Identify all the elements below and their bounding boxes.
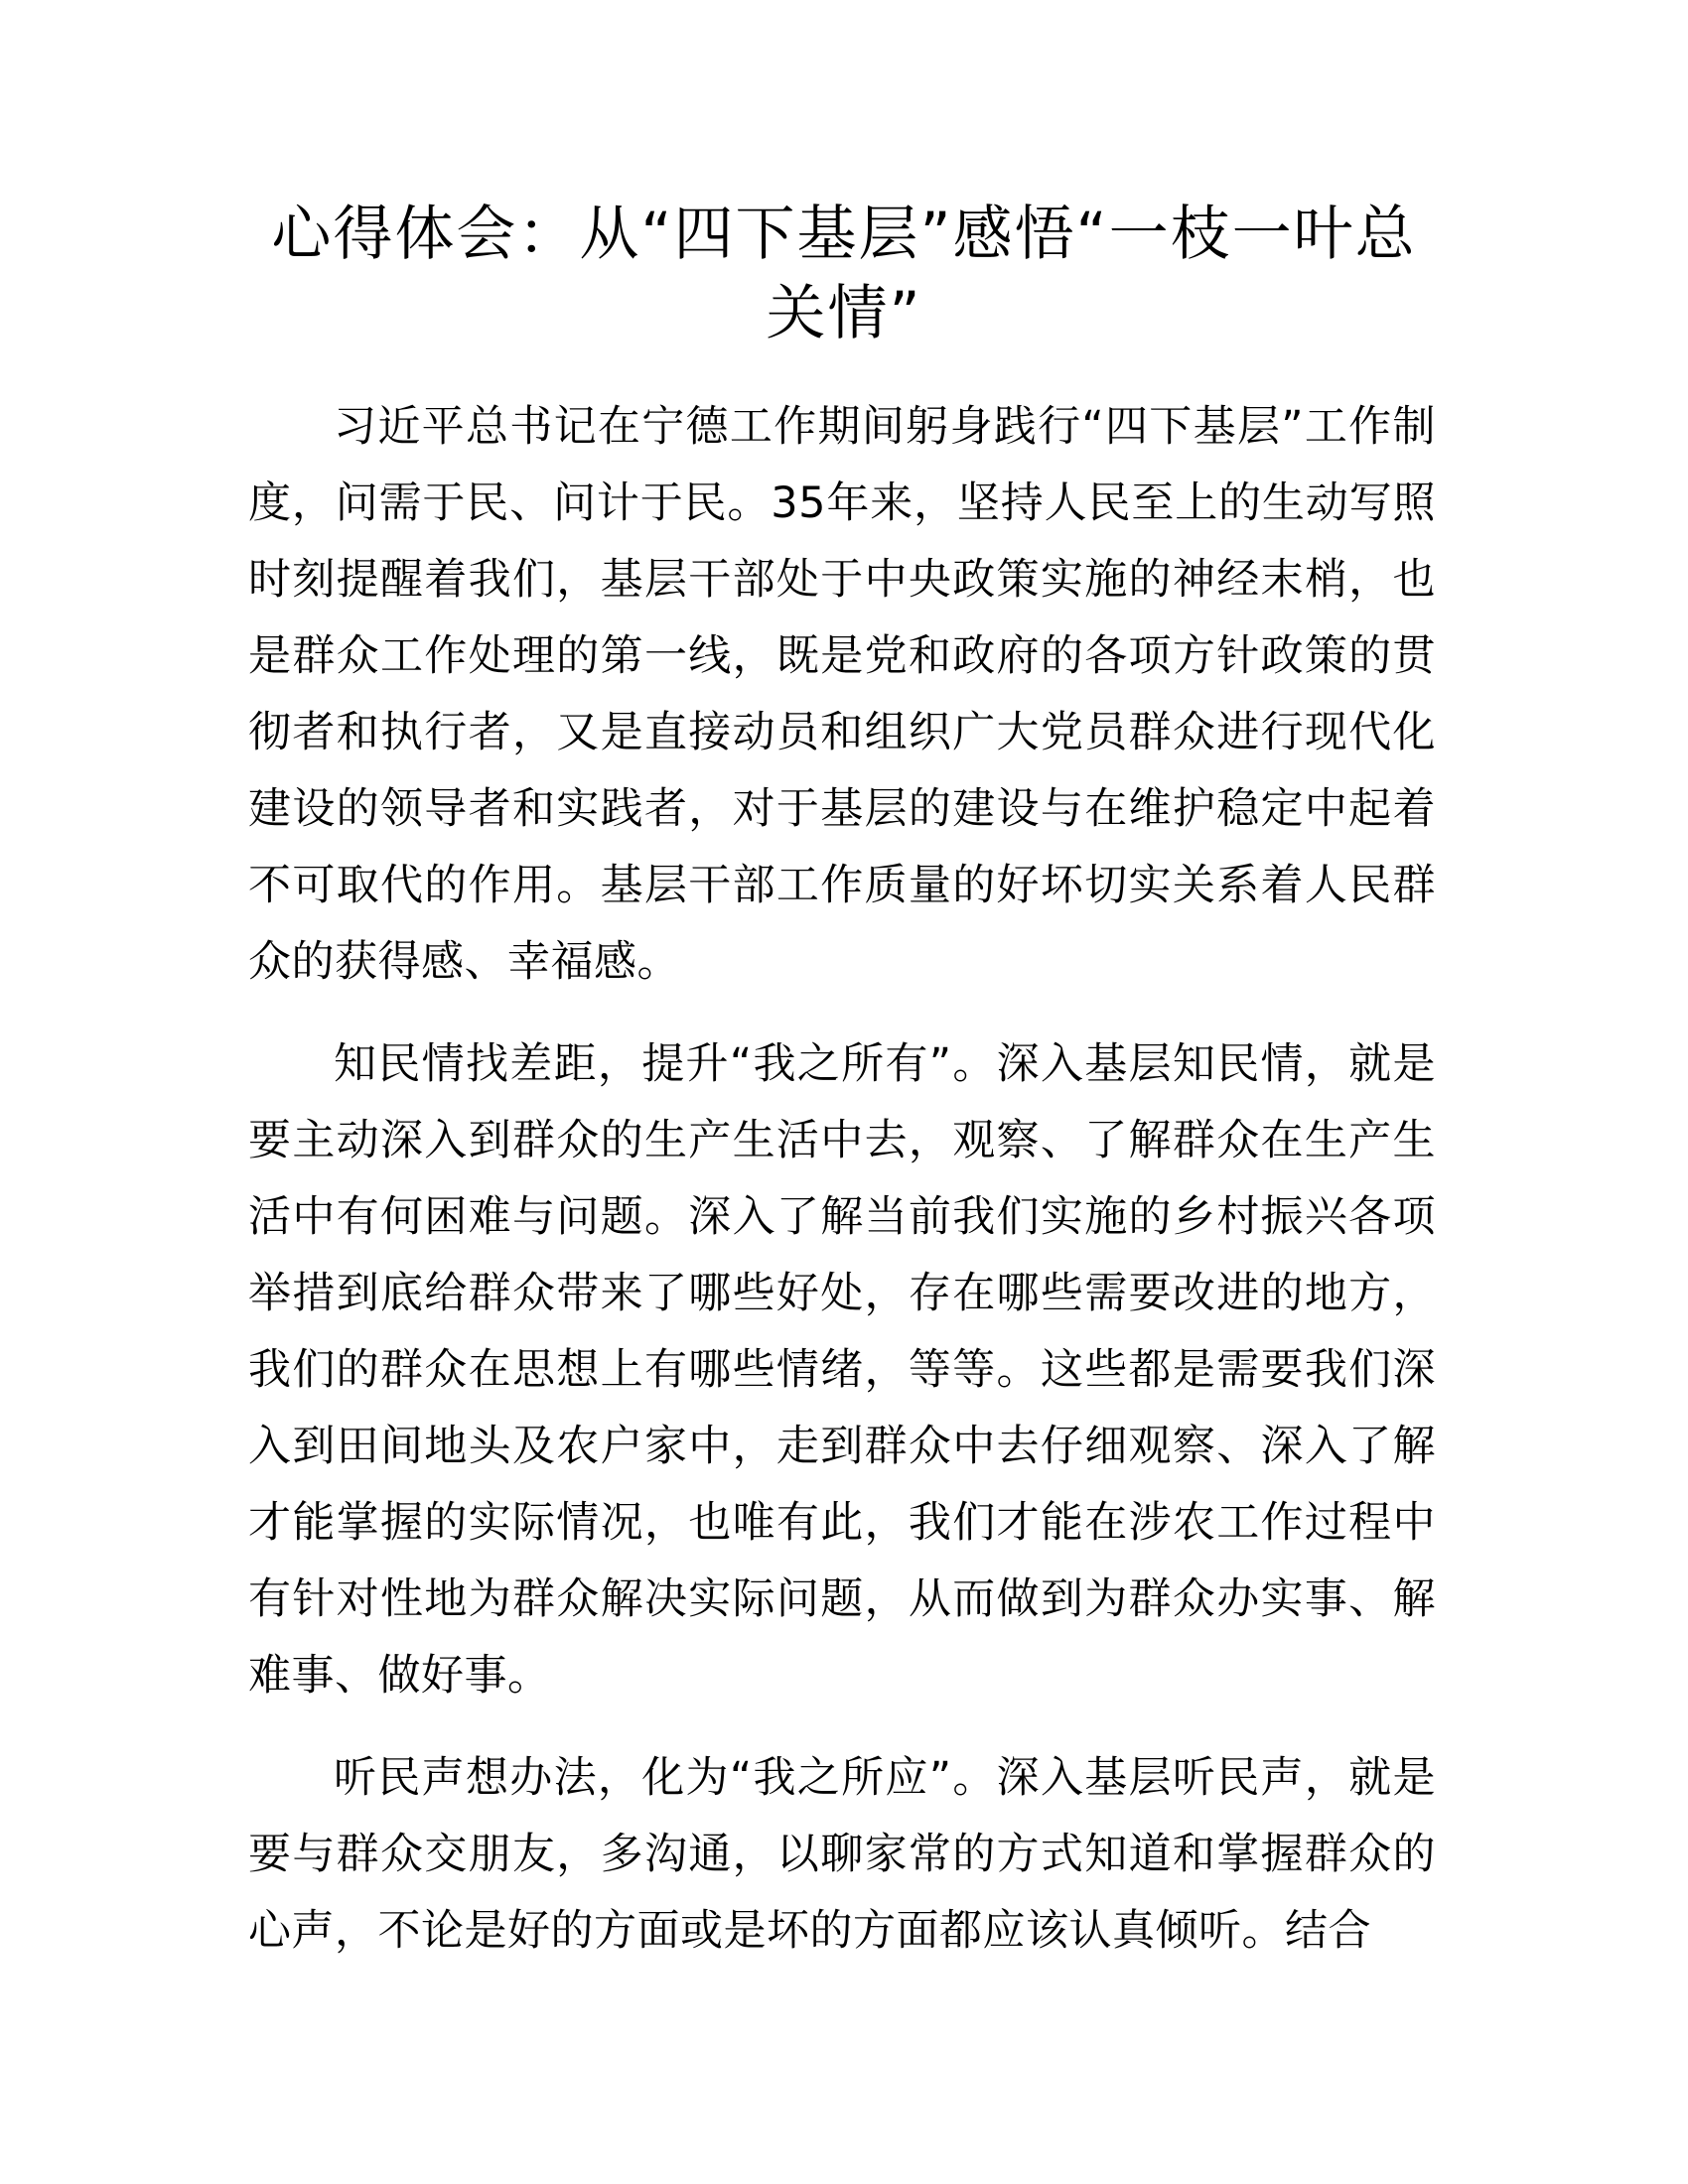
paragraph: 知民情找差距，提升“我之所有”。深入基层知民情，就是要主动深入到群众的生产生活中去，观察、了解群众在生产生活中有何困难与问题。深入了解当前我们实施的乡村振兴各项举措到底给群众带来了哪些好处，存在哪些需要改进的地方，我们的群众在思想上有哪些情绪，等等。这些都是需要我们深入到田间地头及农户家中，走到群众中去仔细观察、深入了解才能掌握的实际情况，也唯有此，我们才能在涉农工作过程中有针对性地为群众解决实际问题，从而做到为群众办实事、解难事、做好事。 [248, 1039, 1436, 1701]
document-title: 心得体会：从“四下基层”感悟“一枝一叶总关情” [271, 200, 1417, 348]
paragraph: 习近平总书记在宁德工作期间躬身践行“四下基层”工作制度，问需于民、问计于民。35年来，坚持人民至上的生动写照时刻提醒着我们，基层干部处于中央政策实施的神经末梢，也是群众工作处理的第一线，既是党和政府的各项方针政策的贯彻者和执行者，又是直接动员和组织广大党员群众进行现代化建设的领导者和实践者，对于基层的建设与在维护稳定中起着不可取代的作用。基层干部工作质量的好坏切实关系着人民群众的获得感、幸福感。 [248, 402, 1436, 987]
paragraph: 听民声想办法，化为“我之所应”。深入基层听民声，就是要与群众交朋友，多沟通，以聊家常的方式知道和掌握群众的心声，不论是好的方面或是坏的方面都应该认真倾听。结合 [248, 1753, 1436, 1956]
document-body [248, 389, 1436, 1995]
